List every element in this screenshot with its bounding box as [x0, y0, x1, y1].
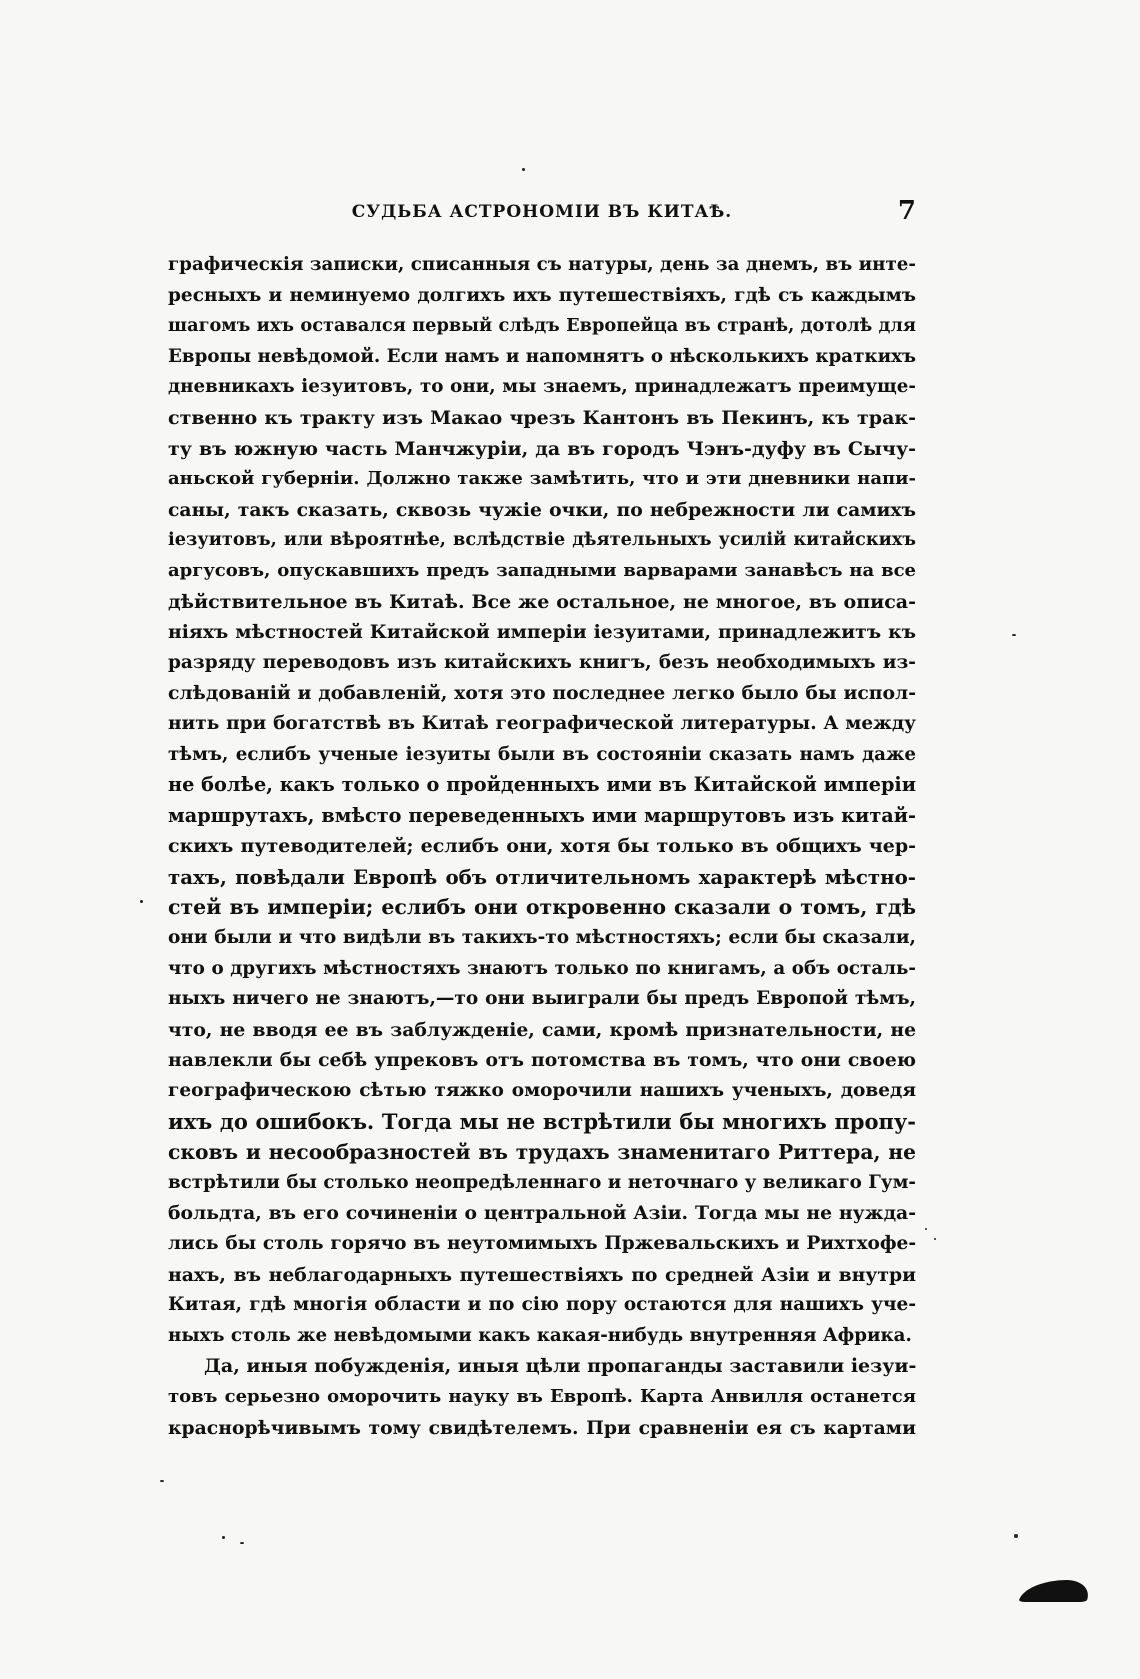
text-line: встрѣтили бы столько неопредѣленнаго и неточнаго у великаго Гум-	[168, 1171, 916, 1193]
text-line: стей въ имперіи; еслибъ они откровенно сказали о томъ, гдѣ	[168, 895, 916, 920]
text-line: разряду переводовъ изъ китайскихъ книгъ, безъ необходимыхъ из-	[168, 651, 916, 673]
ink-blot	[1018, 1580, 1093, 1602]
text-line: ніяхъ мѣстностей Китайской имперіи іезуитами, принадлежитъ къ	[168, 621, 916, 644]
text-line: товъ серьезно оморочить науку въ Европѣ. Карта Анвилля останется	[168, 1385, 916, 1407]
scan-speck	[222, 1536, 225, 1539]
page-number: 7	[897, 196, 916, 226]
text-line: дневникахъ іезуитовъ, то они, мы знаемъ, принадлежатъ преимуще-	[168, 376, 916, 398]
text-line: Китая, гдѣ многія области и по сію пору остаются для нашихъ уче-	[168, 1294, 916, 1316]
scan-speck	[925, 1228, 927, 1230]
page-header	[168, 196, 916, 232]
body-text	[168, 250, 916, 1443]
text-line: шагомъ ихъ оставался первый слѣдъ Европейца въ странѣ, дотолѣ для	[168, 315, 916, 337]
scan-speck	[140, 900, 143, 903]
text-line: Европы невѣдомой. Если намъ и напомнятъ о нѣсколькихъ краткихъ	[168, 345, 916, 367]
scan-speck	[522, 168, 525, 171]
text-line: географическою сѣтью тяжко оморочили нашихъ ученыхъ, доведя	[168, 1080, 916, 1102]
paragraph-start-line: Да, иныя побужденія, иныя цѣли пропаганды заставили іезуи-	[204, 1355, 917, 1378]
running-title: СУДЬБА АСТРОНОМІИ ВЪ КИТАѢ.	[351, 202, 733, 222]
text-line: ныхъ ничего не знаютъ,—то они выиграли бы предъ Европой тѣмъ,	[168, 988, 916, 1010]
text-line: они были и что видѣли въ такихъ-то мѣстностяхъ; если бы сказали,	[168, 927, 916, 949]
text-line: что о другихъ мѣстностяхъ знаютъ только по книгамъ, а объ осталь-	[168, 957, 916, 979]
text-line: что, не вводя ее въ заблужденіе, сами, кромѣ признательности, не	[168, 1018, 916, 1041]
text-line: тахъ, повѣдали Европѣ объ отличительномъ характерѣ мѣстно-	[168, 864, 916, 889]
scan-speck	[160, 1480, 164, 1482]
text-line: ныхъ столь же невѣдомыми какъ какая-нибудь внутренняя Африка.	[168, 1324, 912, 1346]
text-line: дѣйствительное въ Китаѣ. Все же остальное, не многое, въ описа-	[168, 590, 916, 613]
scan-speck	[1014, 1534, 1018, 1538]
text-line: тѣмъ, еслибъ ученые іезуиты были въ состояніи сказать намъ даже	[168, 743, 916, 765]
text-line: лись бы столь горячо въ неутомимыхъ Пржевальскихъ и Рихтхофе-	[168, 1233, 916, 1254]
scan-speck	[240, 1542, 244, 1544]
text-line: скихъ путеводителей; еслибъ они, хотя бы только въ общихъ чер-	[168, 835, 916, 858]
text-line: ресныхъ и неминуемо долгихъ ихъ путешествіяхъ, гдѣ съ каждымъ	[168, 284, 916, 306]
text-line: ту въ южную часть Манчжуріи, да въ городъ Чэнъ-дуфу въ Сычу-	[168, 437, 916, 460]
text-line: іезуитовъ, или вѣроятнѣе, вслѣдствіе дѣятельныхъ усилій китайскихъ	[168, 529, 916, 551]
text-line: сковъ и несообразностей въ трудахъ знаменитаго Риттера, не	[168, 1140, 916, 1165]
scan-speck	[934, 1238, 936, 1240]
text-line: навлекли бы себѣ упрековъ отъ потомства въ томъ, что они своею	[168, 1049, 916, 1072]
text-line: слѣдованій и добавленій, хотя это последнее легко было бы испол-	[168, 682, 916, 705]
text-line: ихъ до ошибокъ. Тогда мы не встрѣтили бы многихъ пропу-	[168, 1108, 916, 1134]
scan-speck	[1012, 634, 1016, 636]
text-line: нить при богатствѣ въ Китаѣ географической литературы. А между	[168, 712, 916, 734]
text-line: графическія записки, списанныя съ натуры, день за днемъ, въ инте-	[168, 254, 916, 275]
text-line: аньской губерніи. Должно также замѣтить, что и эти дневники напи-	[168, 468, 916, 490]
text-line: маршрутахъ, вмѣсто переведенныхъ ими маршрутовъ изъ китай-	[168, 803, 916, 827]
text-line: аргусовъ, опускавшихъ предъ западными варварами занавѣсъ на все	[168, 559, 916, 581]
text-line: нахъ, въ неблагодарныхъ путешествіяхъ по средней Азіи и внутри	[168, 1263, 916, 1286]
text-line: саны, такъ сказать, сквозь чужіе очки, по небрежности ли самихъ	[168, 498, 916, 521]
text-line: краснорѣчивымъ тому свидѣтелемъ. При сравненіи ея съ картами	[168, 1416, 916, 1439]
text-line: больдта, въ его сочиненіи о центральной Азіи. Тогда мы не нужда-	[168, 1202, 916, 1225]
text-line: не болѣе, какъ только о пройденныхъ ими въ Китайской имперіи	[168, 773, 916, 797]
text-line: ственно къ тракту изъ Макао чрезъ Кантонъ въ Пекинъ, къ трак-	[168, 406, 916, 429]
